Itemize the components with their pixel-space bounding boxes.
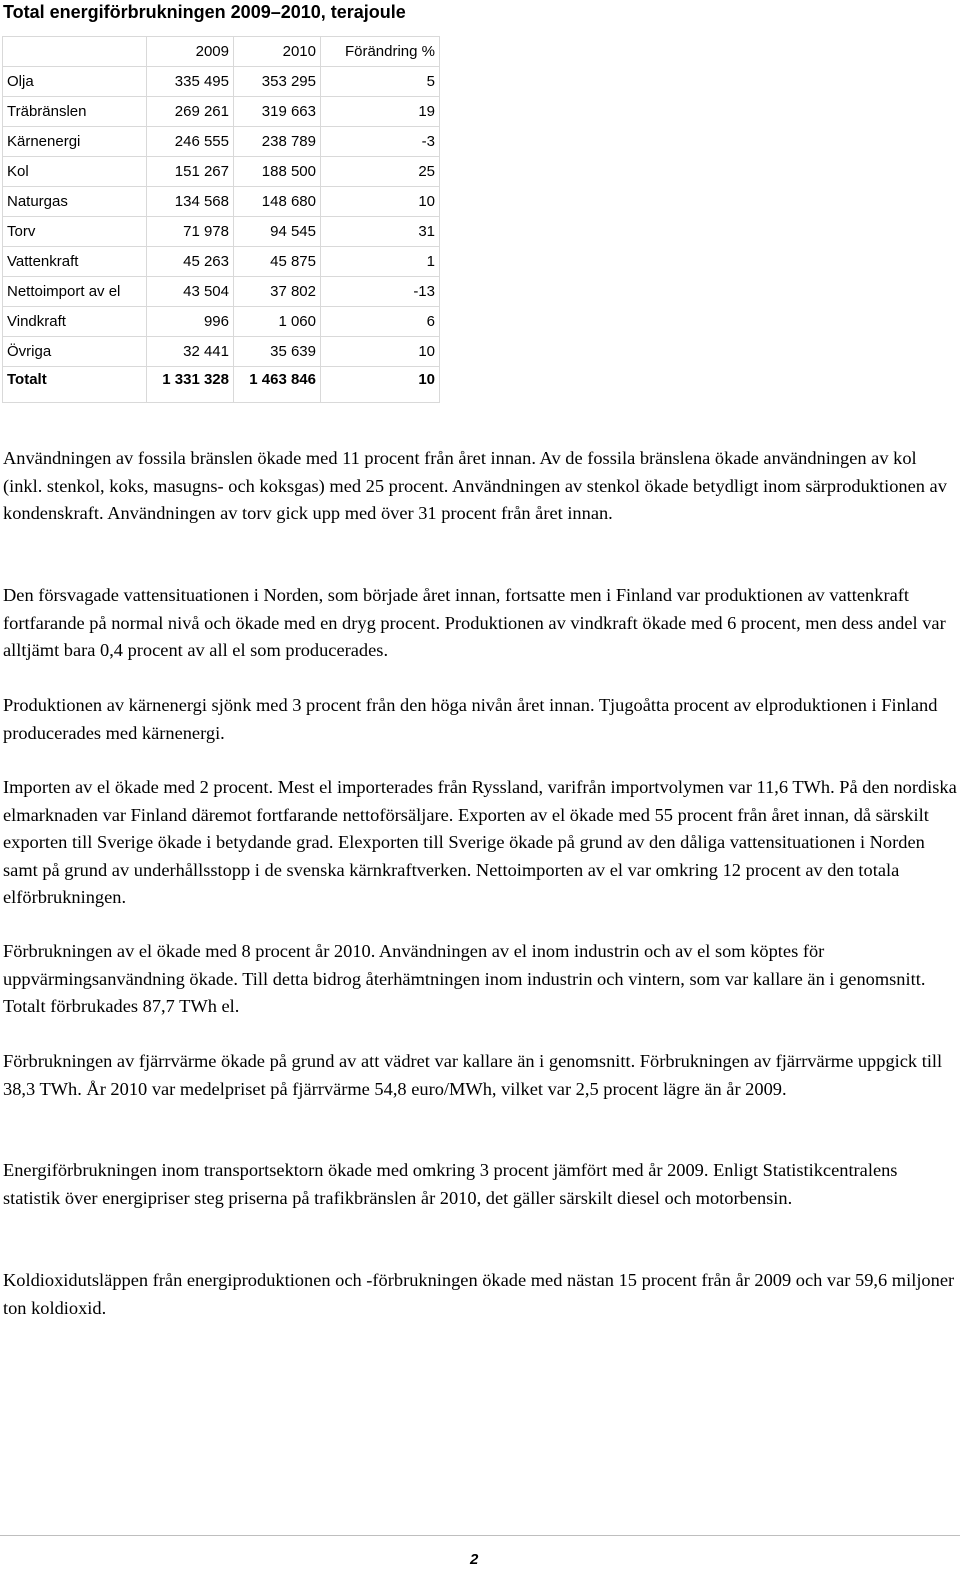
row-label: Träbränslen bbox=[3, 97, 147, 127]
value-2009: 43 504 bbox=[147, 277, 234, 307]
paragraph-hydro-wind: Den försvagade vattensituationen i Norden, som började året innan, fortsatte men i Finland var produktionen av vattenkraft fortfarande på normal nivå och ökade med en dryg procent. Produktionen av vindkraft ökade med 6 procent, men dess andel var alltjämt bara 0,4 procent av all el som producerades. bbox=[3, 585, 946, 660]
value-2009: 32 441 bbox=[147, 337, 234, 367]
value-2010: 37 802 bbox=[234, 277, 321, 307]
paragraph-transport: Energiförbrukningen inom transportsektorn ökade med omkring 3 procent jämfört med år 2009. Enligt Statistikcentralens statistik över energipriser steg priserna på trafikbränslen år 2010, det gäller särskilt diesel och motorbensin. bbox=[3, 1160, 898, 1208]
table-title: Total energiförbrukningen 2009–2010, terajoule bbox=[3, 2, 406, 22]
table-row bbox=[3, 307, 440, 337]
value-change: 25 bbox=[321, 157, 440, 187]
value-2010: 238 789 bbox=[234, 127, 321, 157]
value-2009: 45 263 bbox=[147, 247, 234, 277]
value-change: 19 bbox=[321, 97, 440, 127]
value-change: 1 bbox=[321, 247, 440, 277]
value-2009: 335 495 bbox=[147, 67, 234, 97]
value-change: 10 bbox=[321, 187, 440, 217]
page-number: 2 bbox=[470, 1551, 479, 1568]
table-row bbox=[3, 157, 440, 187]
value-2009: 996 bbox=[147, 307, 234, 337]
row-label: Kol bbox=[3, 157, 147, 187]
table-row bbox=[3, 247, 440, 277]
table-header-row bbox=[3, 37, 440, 67]
value-2009: 134 568 bbox=[147, 187, 234, 217]
header-cell-change: Förändring % bbox=[321, 37, 440, 67]
total-2010: 1 463 846 bbox=[234, 367, 321, 403]
paragraph-electricity-use: Förbrukningen av el ökade med 8 procent år 2010. Användningen av el inom industrin och av el som köptes för uppvärmingsanvändning ökade. Till detta bidrog återhämtningen inom industrin och vintern, som var kallare än i genomsnitt. Totalt förbrukades 87,7 TWh el. bbox=[3, 941, 926, 1016]
row-label: Nettoimport av el bbox=[3, 277, 147, 307]
value-2009: 71 978 bbox=[147, 217, 234, 247]
value-2010: 35 639 bbox=[234, 337, 321, 367]
value-2010: 148 680 bbox=[234, 187, 321, 217]
footer-divider bbox=[0, 1535, 960, 1536]
paragraph-co2: Koldioxidutsläppen från energiproduktionen och -förbrukningen ökade med nästan 15 procent från år 2009 och var 59,6 miljoner ton koldioxid. bbox=[3, 1270, 955, 1318]
value-2010: 353 295 bbox=[234, 67, 321, 97]
table-row bbox=[3, 217, 440, 247]
header-cell-2009: 2009 bbox=[147, 37, 234, 67]
paragraph-nuclear: Produktionen av kärnenergi sjönk med 3 procent från den höga nivån året innan. Tjugoåtta procent av elproduktionen i Finland producerades med kärnenergi. bbox=[3, 695, 938, 743]
value-2010: 94 545 bbox=[234, 217, 321, 247]
energy-table bbox=[2, 36, 440, 403]
value-change: 5 bbox=[321, 67, 440, 97]
value-change: -3 bbox=[321, 127, 440, 157]
value-change: -13 bbox=[321, 277, 440, 307]
total-label: Totalt bbox=[3, 367, 147, 403]
value-change: 10 bbox=[321, 337, 440, 367]
value-2009: 269 261 bbox=[147, 97, 234, 127]
row-label: Kärnenergi bbox=[3, 127, 147, 157]
value-2010: 1 060 bbox=[234, 307, 321, 337]
value-2010: 188 500 bbox=[234, 157, 321, 187]
value-2009: 246 555 bbox=[147, 127, 234, 157]
table-row bbox=[3, 187, 440, 217]
table-row bbox=[3, 127, 440, 157]
table-row bbox=[3, 277, 440, 307]
total-2009: 1 331 328 bbox=[147, 367, 234, 403]
value-change: 31 bbox=[321, 217, 440, 247]
value-2010: 319 663 bbox=[234, 97, 321, 127]
value-2010: 45 875 bbox=[234, 247, 321, 277]
row-label: Naturgas bbox=[3, 187, 147, 217]
header-cell-label bbox=[3, 37, 147, 67]
paragraph-electricity-import: Importen av el ökade med 2 procent. Mest el importerades från Ryssland, varifrån importvolymen var 11,6 TWh. På den nordiska elmarknaden var Finland däremot fortfarande nettoförsäljare. Exporten av el ökade med 55 procent från året innan, då särskilt exporten till Sverige ökade i betydande grad. Elexporten till Sverige ökade på grund av den dåliga vattensituationen i Norden samt på grund av underhållsstopp i de svenska kärnkraftverken. Nettoimporten av el var omkring 12 procent av den totala elförbrukningen. bbox=[3, 777, 957, 907]
row-label: Olja bbox=[3, 67, 147, 97]
table-row bbox=[3, 97, 440, 127]
header-cell-2010: 2010 bbox=[234, 37, 321, 67]
table-row bbox=[3, 67, 440, 97]
total-change: 10 bbox=[321, 367, 440, 403]
row-label: Övriga bbox=[3, 337, 147, 367]
table-row bbox=[3, 337, 440, 367]
table-total-row bbox=[3, 367, 440, 403]
row-label: Torv bbox=[3, 217, 147, 247]
row-label: Vattenkraft bbox=[3, 247, 147, 277]
value-2009: 151 267 bbox=[147, 157, 234, 187]
paragraph-fossil-fuels: Användningen av fossila bränslen ökade med 11 procent från året innan. Av de fossila bränslena ökade användningen av kol (inkl. stenkol, koks, masugns- och koksgas) med 25 procent. Användningen av stenkol ökade betydligt inom särproduktionen av kondenskraft. Användningen av torv gick upp med över 31 procent från året innan. bbox=[3, 448, 947, 523]
row-label: Vindkraft bbox=[3, 307, 147, 337]
value-change: 6 bbox=[321, 307, 440, 337]
paragraph-district-heating: Förbrukningen av fjärrvärme ökade på grund av att vädret var kallare än i genomsnitt. Förbrukningen av fjärrvärme uppgick till 38,3 TWh. År 2010 var medelpriset på fjärrvärme 54,8 euro/MWh, vilket var 2,5 procent lägre än år 2009. bbox=[3, 1051, 943, 1099]
